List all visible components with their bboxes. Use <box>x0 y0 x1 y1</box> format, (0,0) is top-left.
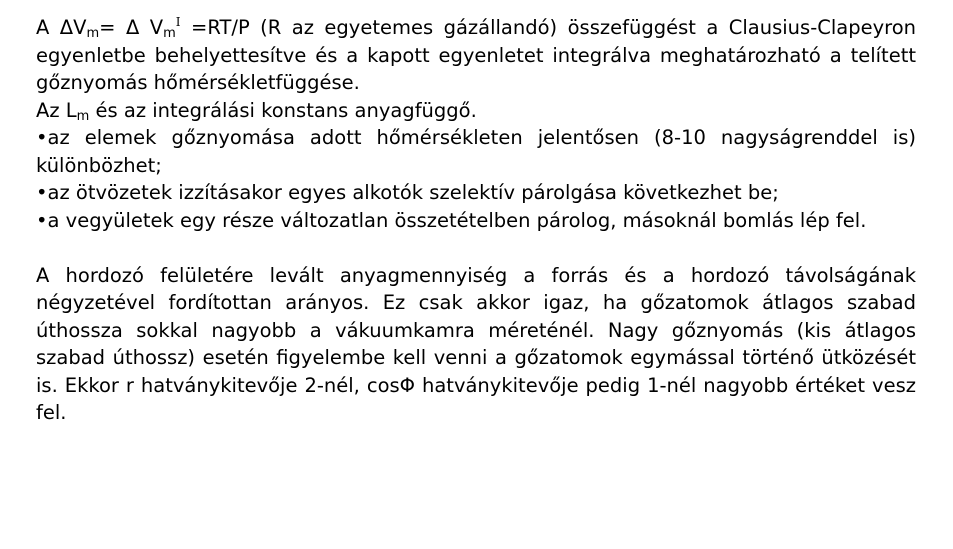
bullet-icon: • <box>36 126 48 149</box>
formula-text-middle: = Δ V <box>99 16 164 39</box>
bullet-item-compounds <box>36 207 916 235</box>
formula-text-start: A ΔV <box>36 16 87 39</box>
bullet-text: a vegyületek egy része változatlan összetételben párolog, másoknál bomlás lép fel. <box>47 208 867 232</box>
subscript-m: m <box>86 26 100 41</box>
superscript-i: I <box>175 15 181 29</box>
bullet-item-elements <box>36 124 916 179</box>
bullet-item-alloys <box>36 179 916 207</box>
formula-text-end: =RT/P (R az egyetemes gázállandó) összefüggést a Clausius-Clapeyron egyenletbe behelyettesítve és a kapott egyenletet integrálva meghatározható a telített gőznyomás hőmérsékletfüggése. <box>36 16 917 94</box>
clausius-clapeyron-paragraph <box>36 14 916 97</box>
bullet-text: az elemek gőznyomása adott hőmérsékleten jelentősen (8-10 nagyságrenddel is) különbözhet; <box>36 126 916 177</box>
material-text-start: Az L <box>36 98 77 122</box>
bullet-icon: • <box>36 208 48 232</box>
bullet-text: az ötvözetek izzításakor egyes alkotók szelektív párolgása következhet be; <box>47 181 779 204</box>
bullet-icon: • <box>36 181 48 204</box>
deposition-paragraph: A hordozó felületére levált anyagmennyiség a forrás és a hordozó távolságának négyzetével fordítottan arányos. Ez csak akkor igaz, ha gőzatomok átlagos szabad úthossza sokkal nagyobb a vákuumkamra méreténél. Nagy gőznyomás (kis átlagos szabad úthossz) esetén figyelembe kell venni a gőzatomok egymással történő ütközését is. Ekkor r hatványkitevője 2-nél, cosΦ hatványkitevője pedig 1-nél nagyobb értéket vesz fel. <box>36 263 916 424</box>
material-text-end: és az integrálási konstans anyagfüggő. <box>89 98 477 122</box>
material-dependence-paragraph <box>36 97 916 125</box>
subscript-m: m <box>163 26 176 41</box>
paragraph-spacer <box>36 234 916 262</box>
subscript-m: m <box>76 108 90 124</box>
slide-text-body <box>36 14 916 427</box>
